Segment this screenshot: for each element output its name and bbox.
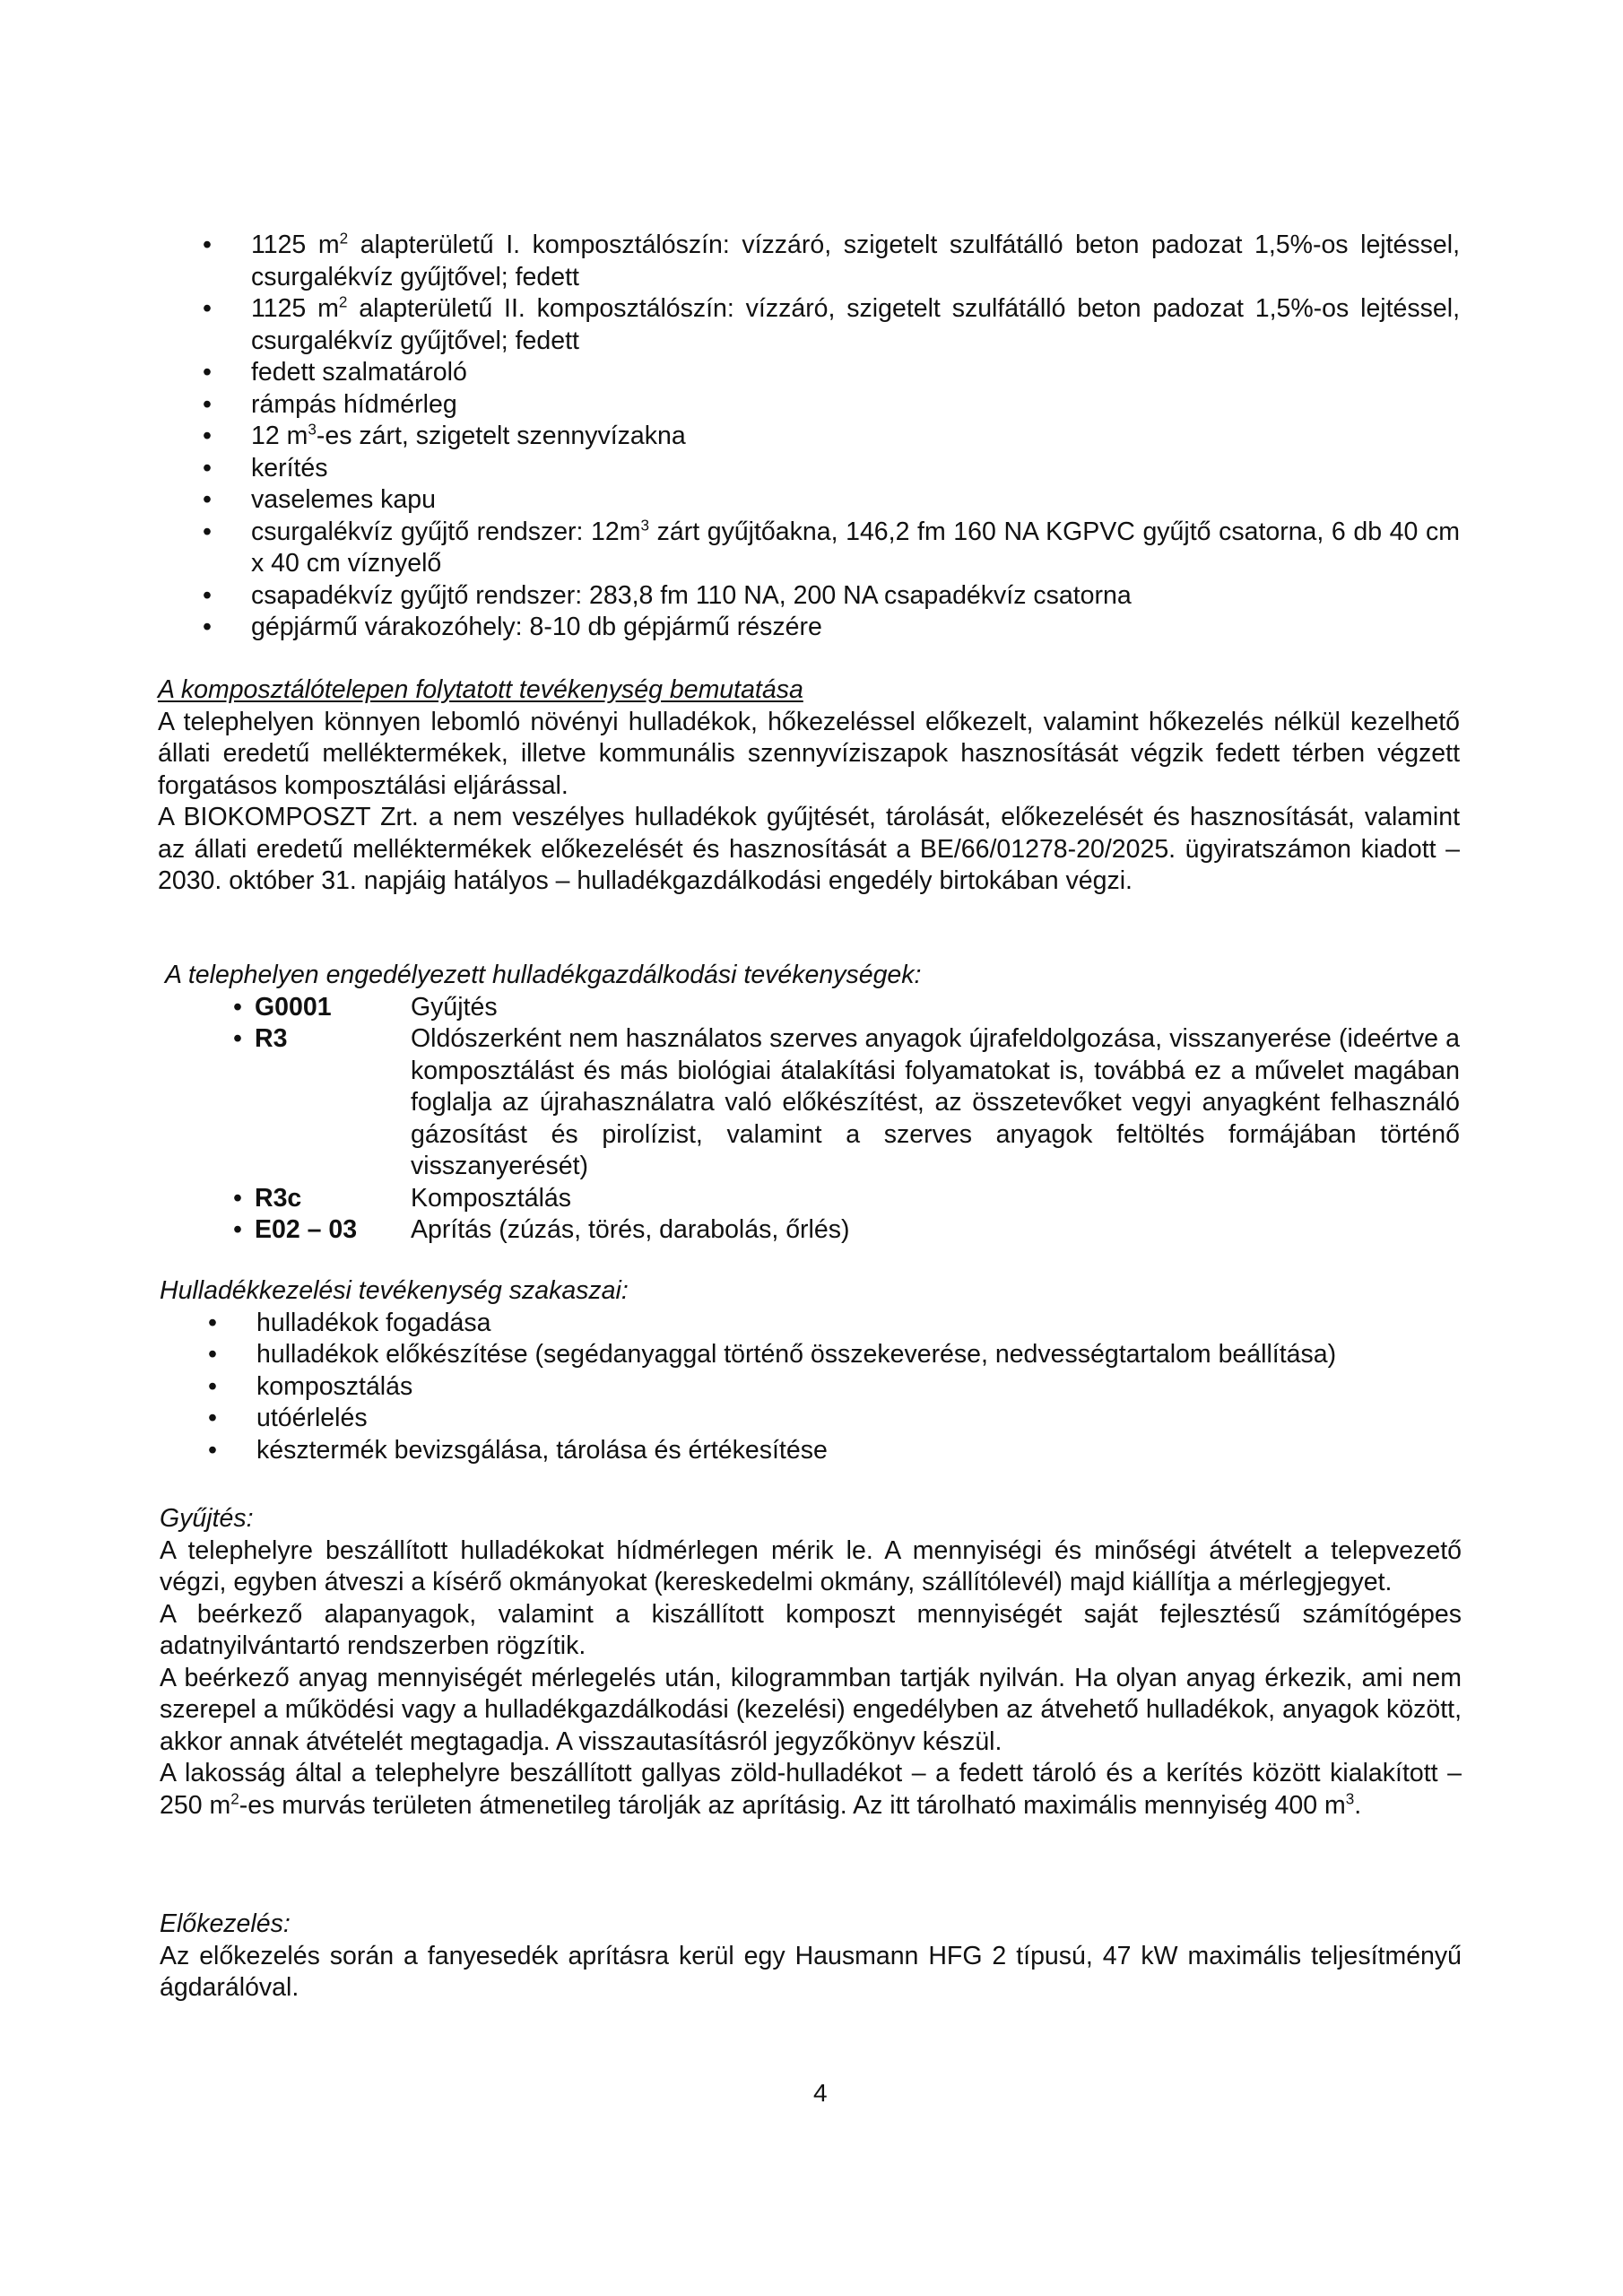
activity-row — [165, 1183, 1460, 1215]
list-item: • hulladékok fogadása — [160, 1308, 1462, 1340]
list-item: • komposztálás — [160, 1371, 1462, 1404]
list-item: • hulladékok előkészítése (segédanyaggal történő összekeverése, nedvességtartalom beállítása) — [160, 1339, 1462, 1371]
bullet-icon: • — [203, 580, 212, 610]
activity-desc: Oldószerként nem használatos szerves anyagok újrafeldolgozása, visszanyerése (ideértve a komposztálást és más biológiai átalakítási folyamatokat is, továbbá ez a művelet magában foglalja az újrahasználatra való előkészítést, az összetevőket vegyi anyagként felhasználó gázosítást és pirolízist, valamint a szerves anyagok feltöltés formájában történő visszanyerését) — [411, 1024, 1460, 1180]
bullet-icon: • — [208, 1371, 217, 1401]
bullet-icon: • — [203, 358, 212, 387]
bullet-icon: • — [208, 1404, 217, 1432]
bullet-icon: • — [203, 517, 212, 546]
activity-code: R3c — [255, 1183, 302, 1213]
paragraph: A telephelyre beszállított hulladékokat hídmérlegen mérik le. A mennyiségi és minőségi átvételt a telepvezető végzi, egyben átveszi a kísérő okmányokat (kereskedelmi okmány, szállítólevél) majd kiállítja a mérlegjegyet. — [160, 1535, 1462, 1596]
list-item: • kerítés — [158, 453, 1460, 485]
list-item: • 1125 $m^2$ alapterületű II. komposztálószín: vízzáró, szigetelt szulfátálló beton padozat 1,5%-os lejtéssel, csurgalékvíz gyűjtővel; fedett — [203, 293, 1461, 355]
permitted-activities — [165, 960, 1460, 1247]
bullet-icon: • — [203, 453, 212, 483]
bullet-icon: • — [233, 1215, 242, 1244]
activity-code: G0001 — [255, 992, 332, 1022]
activity-code: E02 – 03 — [255, 1215, 358, 1244]
list-item: • vaselemes kapu — [158, 484, 1460, 517]
list-item: • 1125 $m^2$ alapterületű I. komposztálószín: vízzáró, szigetelt szulfátálló beton padozat 1,5%-os lejtéssel, csurgalékvíz gyűjtővel; fedett — [203, 230, 1460, 291]
activity-row — [165, 992, 1460, 1024]
bullet-icon: • — [233, 992, 242, 1022]
activity-desc: Gyűjtés — [411, 992, 498, 1022]
bullet-icon: • — [203, 485, 212, 514]
section-heading: Hulladékkezelési tevékenység szakaszai: — [160, 1276, 629, 1305]
stages-section — [160, 1275, 1462, 1466]
facilities-list — [158, 230, 1460, 644]
paragraph: A BIOKOMPOSZT Zrt. a nem veszélyes hulladékok gyűjtését, tárolását, előkezelését és hasznosítását, valamint az állati eredetű melléktermékek előkezelését és hasznosítását a BE/66/01278-20/2025. ügyiratszámon kiadott – 2030. október 31. napjáig hatályos – hulladékgazdálkodási engedély birtokában végzi. — [158, 803, 1460, 895]
pretreatment-section — [160, 1909, 1462, 2005]
bullet-icon: • — [203, 294, 212, 323]
bullet-icon: • — [203, 422, 212, 450]
activity-desc: Aprítás (zúzás, törés, darabolás, őrlés) — [411, 1215, 850, 1244]
collection-section — [160, 1503, 1462, 1822]
bullet-icon: • — [233, 1183, 242, 1213]
activity-desc: Komposztálás — [411, 1183, 572, 1213]
paragraph: A lakosság által a telephelyre beszállított gallyas zöld-hulladékot – a fedett tároló és a kerítés között kialakított – 250 $m^2-es$ murvás területen átmenetileg tárolják az aprításig. Az itt tárolható maximális mennyiség 400 $m^3$. — [160, 1759, 1462, 1820]
page-number: 4 — [813, 2079, 828, 2107]
list-item: • csurgalékvíz gyűjtő rendszer: $12m^3$ zárt gyűjtőakna, 146,2 fm 160 NA KGPVC gyűjtő csatorna, 6 db 40 cm x 40 cm víznyelő — [203, 517, 1460, 578]
list-item: • rámpás hídmérleg — [158, 389, 1460, 422]
bullet-icon: • — [203, 230, 212, 259]
activity-row — [165, 1214, 1460, 1247]
section-heading: Előkezelés: — [160, 1909, 291, 1938]
activity-code: R3 — [255, 1024, 288, 1053]
list-item: • késztermék bevizsgálása, tárolása és értékesítése — [160, 1435, 1462, 1467]
bullet-icon: • — [208, 1435, 217, 1465]
list-item: • csapadékvíz gyűjtő rendszer: 283,8 fm 110 NA, 200 NA csapadékvíz csatorna — [158, 580, 1460, 613]
bullet-icon: • — [233, 1024, 242, 1053]
paragraph: A beérkező anyag mennyiségét mérlegelés után, kilogrammban tartják nyilván. Ha olyan anyag érkezik, ami nem szerepel a működési vagy a hulladékgazdálkodási (kezelési) engedélyben az átvehető hulladékok, anyagok között, akkor annak átvételét megtagadja. A visszautasításról jegyzőkönyv készül. — [160, 1663, 1462, 1756]
paragraph: A beérkező alapanyagok, valamint a kiszállított komposzt mennyiségét saját fejlesztésű számítógépes adatnyilvántartó rendszerben rögzítik. — [160, 1599, 1462, 1660]
activity-section — [158, 674, 1460, 898]
bullet-icon: • — [203, 613, 212, 641]
bullet-icon: • — [208, 1308, 217, 1337]
section-heading: A komposztálótelepen folytatott tevékenység bemutatása — [158, 675, 803, 704]
list-item: • gépjármű várakozóhely: 8-10 db gépjármű részére — [158, 612, 1460, 644]
list-item: • 12 $m^3-es$ zárt, szigetelt szennyvízakna — [158, 421, 1460, 453]
activity-row — [165, 1023, 1460, 1183]
paragraph: Az előkezelés során a fanyesedék aprításra kerül egy Hausmann HFG 2 típusú, 47 kW maximális teljesítményű ágdarálóval. — [160, 1941, 1462, 2002]
bullet-icon: • — [208, 1340, 217, 1369]
list-item: • fedett szalmatároló — [158, 357, 1460, 389]
bullet-icon: • — [203, 389, 212, 419]
section-heading: Gyűjtés: — [160, 1504, 254, 1533]
paragraph: A telephelyen könnyen lebomló növényi hulladékok, hőkezeléssel előkezelt, valamint hőkezelés nélkül kezelhető állati eredetű melléktermékek, illetve kommunális szennyvíziszapok hasznosítását végzik fedett térben végzett forgatásos komposztálási eljárással. — [158, 707, 1460, 800]
list-item: • utóérlelés — [160, 1403, 1462, 1435]
section-heading: A telephelyen engedélyezett hulladékgazdálkodási tevékenységek: — [165, 961, 922, 989]
